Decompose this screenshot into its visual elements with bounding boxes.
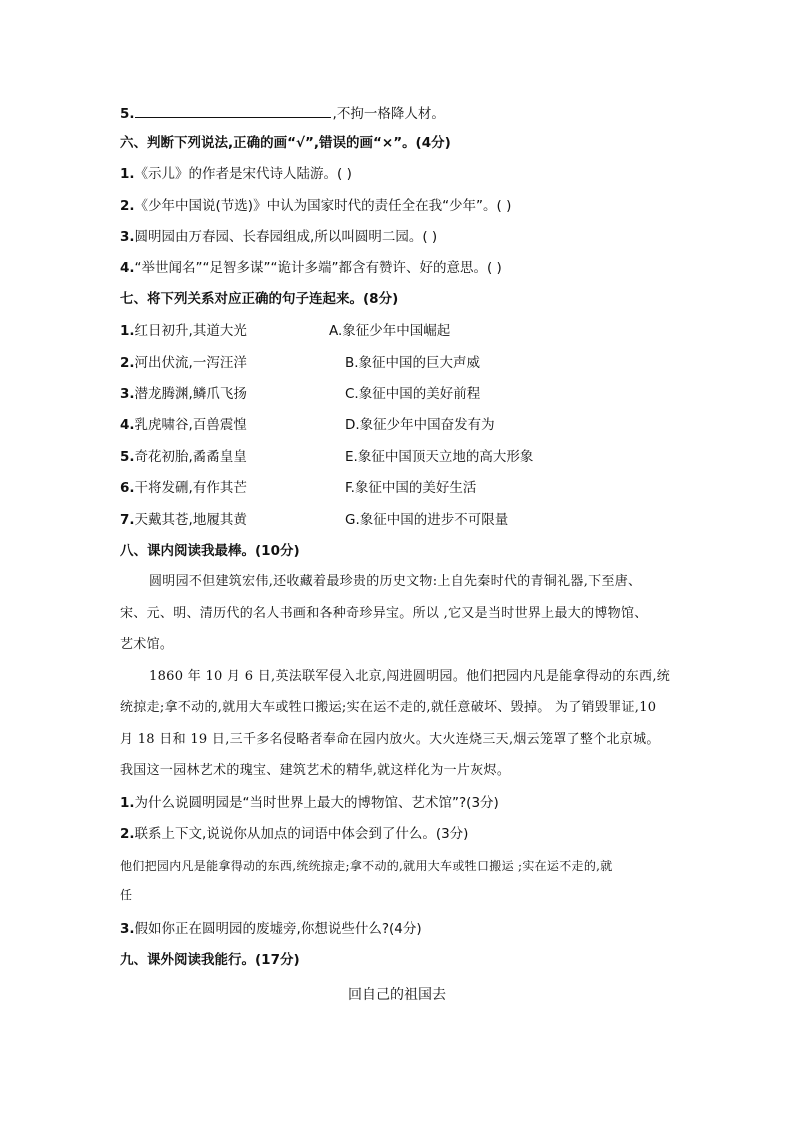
item-number: 1. bbox=[120, 795, 135, 811]
match-right-f[interactable]: F.象征中国的美好生活 bbox=[345, 480, 477, 496]
item-number: 4. bbox=[120, 417, 135, 433]
section-8-heading: 八、课内阅读我最棒。(10分) bbox=[120, 543, 300, 559]
judge-item-1 bbox=[120, 165, 352, 183]
item-text: 奇花初胎,矞矞皇皇 bbox=[134, 449, 247, 465]
match-right-c[interactable]: C.象征中国的美好前程 bbox=[345, 386, 481, 402]
reading-question-1 bbox=[120, 794, 499, 812]
item-number: 2. bbox=[120, 198, 135, 214]
match-left-4[interactable] bbox=[120, 416, 247, 434]
item-number: 1. bbox=[120, 166, 135, 182]
judge-item-4 bbox=[120, 259, 502, 277]
item-text: 《少年中国说(节选)》中认为国家时代的责任全在我“少年”。( ) bbox=[134, 198, 512, 214]
item-text: 为什么说圆明园是“当时世界上最大的博物馆、艺术馆”?(3分) bbox=[134, 795, 499, 811]
item-text: 假如你正在圆明园的废墟旁,你想说些什么?(4分) bbox=[134, 921, 422, 937]
question-5-text: ,不拘一格降人材。 bbox=[332, 106, 445, 122]
match-left-1[interactable] bbox=[120, 322, 247, 340]
item-text: 联系上下文,说说你从加点的词语中体会到了什么。(3分) bbox=[134, 826, 469, 842]
item-text: 天戴其苍,地履其黄 bbox=[134, 512, 247, 528]
item-number: 4. bbox=[120, 260, 135, 276]
item-text: 红日初升,其道大光 bbox=[134, 323, 247, 339]
passage-line-4: 1860 年 10 月 6 日,英法联军侵入北京,闯进圆明园。他们把园内凡是能拿得动的东西,统 bbox=[149, 669, 671, 684]
item-text: 河出伏流,一泻汪洋 bbox=[134, 355, 247, 371]
item-number: 3. bbox=[120, 386, 135, 402]
item-text: “举世闻名”“足智多谋”“诡计多端”都含有赞许、好的意思。( ) bbox=[134, 260, 502, 276]
item-number: 2. bbox=[120, 355, 135, 371]
section-7-heading: 七、将下列关系对应正确的句子连起来。(8分) bbox=[120, 291, 399, 307]
match-left-5[interactable] bbox=[120, 448, 247, 466]
judge-item-2 bbox=[120, 197, 511, 215]
judge-item-3 bbox=[120, 228, 437, 246]
match-right-a[interactable]: A.象征少年中国崛起 bbox=[329, 323, 451, 339]
item-text: 圆明园由万春园、长春园组成,所以叫圆明二园。( ) bbox=[134, 229, 438, 245]
item-number: 2. bbox=[120, 826, 135, 842]
quoted-sentence-line-2: 任 bbox=[120, 888, 133, 902]
item-text: 潜龙腾渊,鳞爪飞扬 bbox=[134, 386, 247, 402]
reading-question-3 bbox=[120, 920, 422, 938]
passage-line-2: 宋、元、明、清历代的名人书画和各种奇珍异宝。所以 ,它又是当时世界上最大的博物馆、 bbox=[120, 606, 648, 621]
passage-line-1: 圆明园不但建筑宏伟,还收藏着最珍贵的历史文物:上自先秦时代的青铜礼器,下至唐、 bbox=[149, 574, 642, 589]
match-left-7[interactable] bbox=[120, 511, 247, 529]
item-text: 干将发硎,有作其芒 bbox=[134, 480, 247, 496]
question-5-number: 5. bbox=[120, 106, 135, 122]
match-left-3[interactable] bbox=[120, 385, 247, 403]
item-number: 6. bbox=[120, 480, 135, 496]
article-title: 回自己的祖国去 bbox=[348, 987, 446, 1003]
fill-in-blank[interactable] bbox=[135, 104, 331, 118]
quoted-sentence-line-1: 他们把园内凡是能拿得动的东西,统统掠走;拿不动的,就用大车或牲口搬运 ;实在运不走的,就 bbox=[120, 859, 613, 873]
match-left-6[interactable] bbox=[120, 479, 247, 497]
match-right-b[interactable]: B.象征中国的巨大声威 bbox=[345, 355, 481, 371]
item-number: 3. bbox=[120, 921, 135, 937]
question-5 bbox=[120, 104, 445, 123]
section-6-heading: 六、判断下列说法,正确的画“√”,错误的画“×”。(4分) bbox=[120, 135, 451, 151]
item-number: 7. bbox=[120, 512, 135, 528]
section-9-heading: 九、课外阅读我能行。(17分) bbox=[120, 952, 300, 968]
item-text: 乳虎啸谷,百兽震惶 bbox=[134, 417, 247, 433]
reading-question-2 bbox=[120, 825, 468, 843]
match-left-2[interactable] bbox=[120, 354, 247, 372]
passage-line-7: 我国这一园林艺术的瑰宝、建筑艺术的精华,就这样化为一片灰烬。 bbox=[120, 763, 511, 778]
match-right-d[interactable]: D.象征少年中国奋发有为 bbox=[345, 417, 495, 433]
item-number: 5. bbox=[120, 449, 135, 465]
passage-line-3: 艺术馆。 bbox=[120, 637, 174, 652]
passage-line-5: 统掠走;拿不动的,就用大车或牲口搬运;实在运不走的,就任意破坏、毁掉。 为了销毁罪证,10 bbox=[120, 700, 657, 715]
match-right-g[interactable]: G.象征中国的进步不可限量 bbox=[345, 512, 509, 528]
match-right-e[interactable]: E.象征中国顶天立地的高大形象 bbox=[345, 449, 534, 465]
passage-line-6: 月 18 日和 19 日,三千多名侵略者奉命在园内放火。大火连烧三天,烟云笼罩了整个北京城。 bbox=[120, 732, 660, 747]
item-text: 《示儿》的作者是宋代诗人陆游。( ) bbox=[134, 166, 352, 182]
item-number: 3. bbox=[120, 229, 135, 245]
item-number: 1. bbox=[120, 323, 135, 339]
